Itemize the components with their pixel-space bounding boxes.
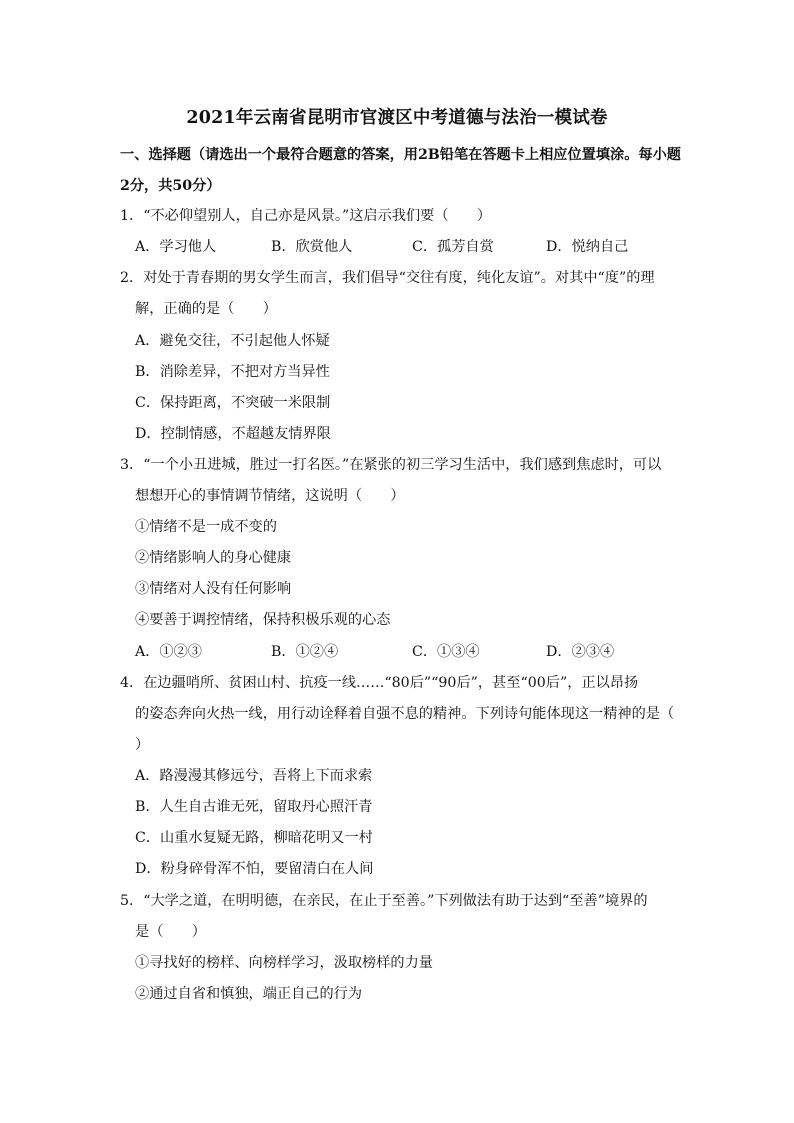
q4-option-d: D．粉身碎骨浑不怕，要留清白在人间 [135, 861, 374, 877]
q2-option-c: C．保持距离，不突破一米限制 [135, 395, 331, 411]
q1-option-d: D．悦纳自己 [546, 239, 629, 255]
q4-stem-line3: ） [135, 737, 150, 753]
q3-option-c: C．①③④ [412, 644, 480, 660]
q3-item-2: ②情绪影响人的身心健康 [135, 550, 292, 566]
q4-option-b: B．人生自古谁无死，留取丹心照汗青 [135, 799, 373, 815]
q4-stem-line2: 的姿态奔向火热一线，用行动诠释着自强不息的精神。下列诗句能体现这一精神的是（ [135, 706, 675, 722]
q3-stem-line1: 3．“一个小丑进城，胜过一打名医。”在紧张的初三学习生活中，我们感到焦虑时，可以 [120, 457, 662, 473]
q1-stem: 1．“不必仰望别人，自己亦是风景。”这启示我们要（ ） [120, 208, 492, 224]
q1-option-b: B．欣赏他人 [271, 239, 353, 255]
q3-option-d: D．②③④ [546, 644, 615, 660]
q3-item-4: ④要善于调控情绪，保持积极乐观的心态 [135, 612, 391, 628]
q1-option-a: A．学习他人 [135, 239, 217, 255]
q4-option-c: C．山重水复疑无路，柳暗花明又一村 [135, 830, 373, 846]
q2-option-b: B．消除差异，不把对方当异性 [135, 364, 330, 380]
q1-option-c: C．孤芳自赏 [412, 239, 494, 255]
q5-stem-line1: 5．“大学之道，在明明德，在亲民，在止于至善。”下列做法有助于达到“至善”境界的 [120, 893, 648, 909]
exam-title: 2021年云南省昆明市官渡区中考道德与法治一模试卷 [186, 108, 608, 128]
section-heading-line2: 2分，共50分） [120, 178, 221, 194]
q2-option-a: A．避免交往，不引起他人怀疑 [135, 333, 330, 349]
q2-stem-line1: 2．对处于青春期的男女学生而言，我们倡导“交往有度，纯化友谊”。对其中“度”的理 [120, 270, 655, 286]
q5-item-1: ①寻找好的榜样、向榜样学习，汲取榜样的力量 [135, 955, 433, 971]
q3-stem-line2: 想想开心的事情调节情绪，这说明（ ） [135, 488, 405, 504]
q3-option-a: A．①②③ [135, 644, 202, 660]
q2-stem-line2: 解，正确的是（ ） [135, 301, 277, 317]
q3-option-b: B．①②④ [271, 644, 339, 660]
section-heading-line1: 一、选择题（请选出一个最符合题意的答案，用2B铅笔在答题卡上相应位置填涂。每小题 [120, 147, 681, 163]
q2-option-d: D．控制情感，不超越友情界限 [135, 426, 331, 442]
q4-stem-line1: 4．在边疆哨所、贫困山村、抗疫一线……“80后”“90后”，甚至“00后”，正以昂扬 [120, 675, 639, 691]
q3-item-3: ③情绪对人没有任何影响 [135, 581, 292, 597]
q5-item-2: ②通过自省和慎独，端正自己的行为 [135, 986, 363, 1002]
q5-stem-line2: 是（ ） [135, 924, 206, 940]
q4-option-a: A．路漫漫其修远兮，吾将上下而求索 [135, 768, 373, 784]
q3-item-1: ①情绪不是一成不变的 [135, 519, 277, 535]
